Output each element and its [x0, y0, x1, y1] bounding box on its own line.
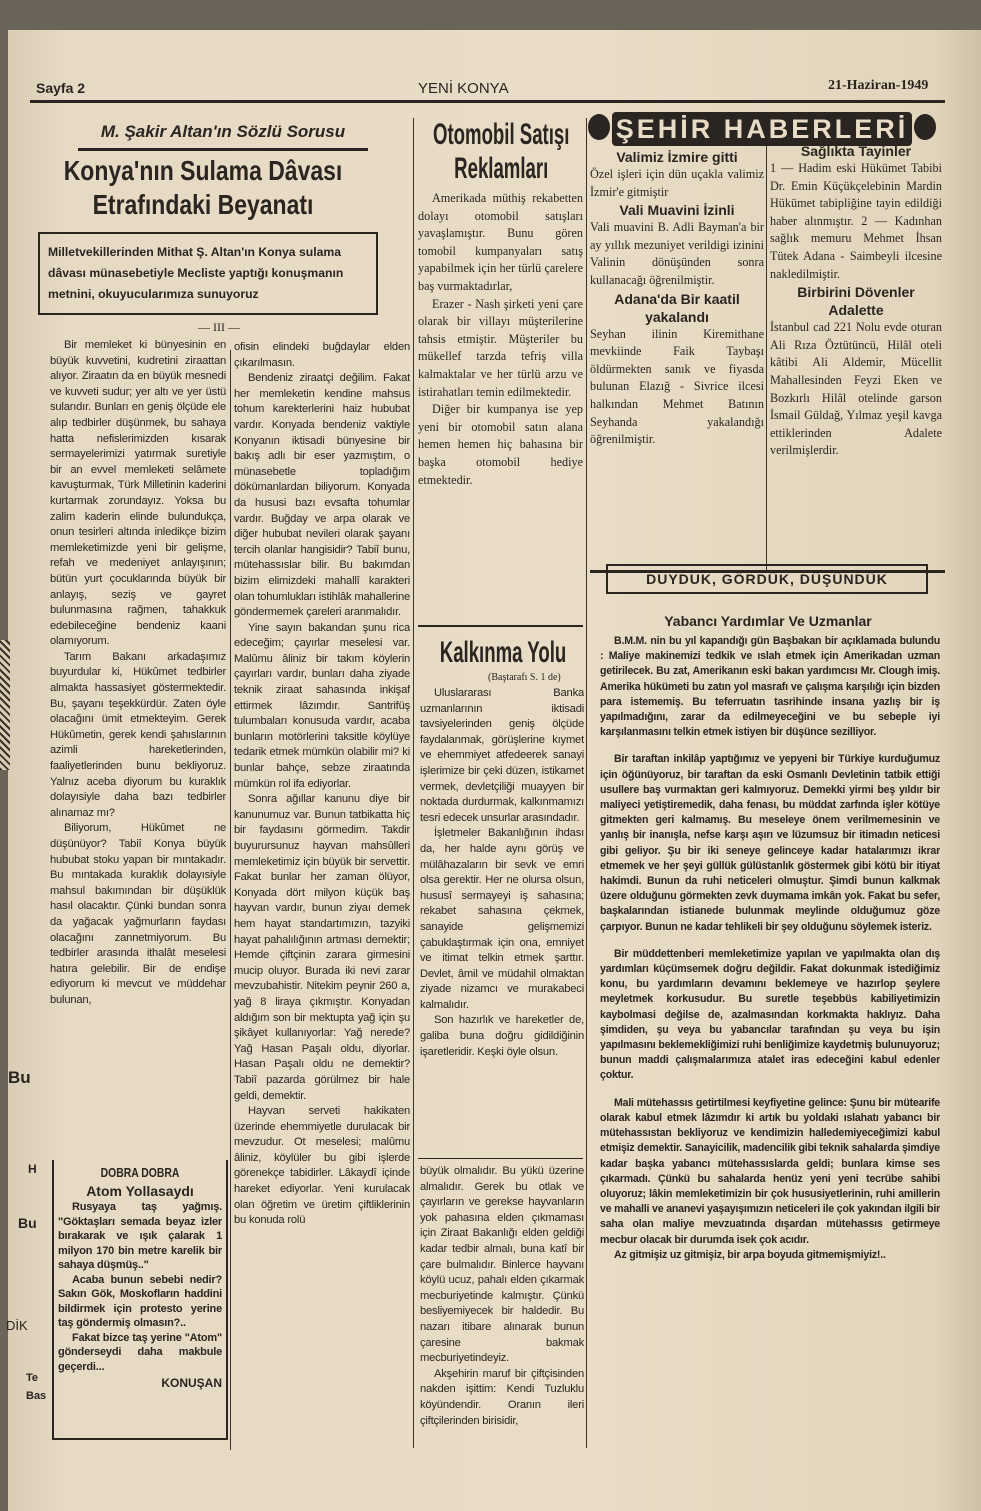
signature: KONUŞAN: [161, 1376, 222, 1390]
section-number: — III —: [198, 320, 240, 334]
margin-fragment: Bas: [26, 1390, 47, 1402]
city-news-col-2: [770, 142, 942, 567]
column-header: DUYDUK, GÖRDÜK, DÜŞÜNDÜK: [606, 564, 928, 594]
article-title: Kalkınma Yolu: [439, 636, 567, 669]
page-number: Sayfa 2: [36, 80, 86, 96]
article-lead-box: Milletvekillerinden Mithat Ş. Altan'ın Konya sulama dâvası münasebetiyle Mecliste yaptığı konuşmanın metnini, okuyucularımıza sunuyoruz: [38, 232, 378, 315]
news-title: Sağlıkta Tayinler: [800, 143, 912, 159]
news-text: Seyhan ilinin Kiremithane mevkiinde Faik Taybaşı öldürmekten sanık ve fiyasda bulunan Elazığ - Sivrice ilcesi halkından Mehmet Batının Seyhanda yakalandığı öğrenilmiştir.: [590, 326, 764, 447]
paragraph: ofisin elindeki buğdaylar elden çıkarılmasın.: [234, 341, 410, 369]
paragraph: Son hazırlık ve hareketler de, galiba buna doğru gidildiğinin işaretleridir. Keşki öyle olsun.: [420, 1014, 584, 1058]
column-divider: [230, 350, 231, 1450]
article-otomobil: [418, 190, 583, 620]
dobra-dobra-box: [52, 1160, 228, 1440]
news-text: Vali muavini B. Adli Bayman'a bir ay yıllık mezuniyet verildigi izinini Valinin dönüşünden sonra kullanacağı öğrenilmiştir.: [590, 220, 764, 287]
paragraph: Diğer bir kumpanya ise yep yeni bir otomobil satın alana hemen hemen hiç bahasına bir başka otomobil hediye etmektedir.: [418, 402, 583, 487]
banner-dot-right: [914, 114, 936, 140]
news-title: Valimiz İzmire gitti: [616, 149, 738, 165]
paragraph: Yine sayın bakandan şunu rica edeceğim; çayırlar meselesi var. Malûmu âliniz bir takım köylerin çayırları vardır, bunları daha ziyade teknik ziraat sahasında inkişaf ettirmek lâzımdır. Santrifüş tulumbaları konusuda vardır, acaba bunların motörlerini taksitle köylüye tedarik etmek mümkün olabilir mi? ki bunlar bahçe, sebze ziraatında mümkün rol ifa ediyorlar.: [234, 621, 410, 790]
paragraph: Bir memleket ki bünyesinin en büyük kuvvetini, kudretini ziraattan alıyor. Ziraatın da en büyük mesnedi ve kuvveti sudur; yer altı ve yer üstü sularıdır. Bunları en geniş ölçüde ele alıp tedbirler düşünmek, bu sahaya hatta nefislerimizden kısarak sermayelerimizi yatırmak suretiyle bir an evvel memleketi selâmete kavuşturmak, Türk Milletinin kaderini kurtarmak zorundayız. Yoksa bu zalim kaderin elinde bulundukça, onun tesirleri altında inledikçe bizim memleketimizde yeni bir gelişme, refah ve medeniyet anlayışının; bütün yurt çocuklarında büyük bir anlayış, seziş ve gayret bulunmasına rağmen, tahakkuk edebileceğine bendeniz kaani olamıyorum.: [50, 339, 226, 648]
paragraph: Acaba bunun sebebi nedir? Sakın Gök, Moskofların haddini bildirmek için protesto yerine taş göndermiş olmasın?..: [58, 1273, 222, 1329]
article-continuation: [420, 1164, 584, 1449]
divider: [418, 625, 583, 627]
article-kalkinma: [420, 686, 584, 1156]
paragraph: Sonra ağıllar kanunu diye bir kanunumuz var. Bunun tatbikatta hiç bir faydasını görmedim. Takdir buyurursunuz hayvan mahsûlleri memleketimiz için büyük bir servettir. Fakat bunlar her zaman ölüyor, Konyada dört milyon küçük baş hayvan vardır, bunun ziyaı demek hem hayat standartımızın, tazyiki hayat pahalılığının artması demektir; Hemde çiftçinin zarara girmesini mucip oluyor. Burada iki nevi zarar mevzubahistir. Nitekim peynir 260 a, yağ 8 liraya çıkmıştır. Konyadan aldığım son bir mektupta yağ için şu şikâyet kullanıyorlar: Yağ nerede? Yağ Hasan Paşalı oldu, diyorlar. Hasan Paşalı oldu ne demektir? Tabiî pazarda görülmez bir hale geldi, demektir.: [234, 793, 410, 1102]
city-news-col-1: [590, 148, 764, 573]
news-text: Özel işleri için dün uçakla valimiz İzmir'e gitmiştir: [590, 167, 764, 199]
news-text: 1 — Hadim eski Hükümet Tabibi Dr. Emin Küçükçelebinin Mardin Hükümet tabipliğine tayin edildiği haber alınmıştır. 2 — Kadınhan sağlık memuru Mehmet İhsan Tütek Adana - Saimbeyli ilcesine nakledilmiştir.: [770, 161, 942, 281]
paragraph: Bir müddettenberi memleketimize yapılan ve yapılmakta olan dış yardımları küçümsemek doğru değildir. Fakat dokunmak istediğimiz konu, bu yardımların devamını beklemeye ve hazırlop şeylere meyletmek korkusudur. Bu suretle teşebbüs kabiliyetimizin kaybolmasi değilse de, azalmasından korkmakta haklıyız. Daha şimdiden, şu veya bu yabancılar tarafından şu veya bu işin yapılmasını beklemekliğimizi ruhi benliğimize kaydetmiş bulunuyoruz; bunun maddi çalışmalarımıza atalet iras edeceğini kabul edenler çoktur.: [600, 947, 940, 1082]
column-body: [600, 634, 940, 1454]
article-column-1: [50, 338, 226, 1194]
article-title: Konya'nın Sulama Dâvası Etrafındaki Beyanatı: [63, 155, 343, 220]
newspaper-name: YENİ KONYA: [418, 80, 509, 97]
banner-dot-left: [588, 114, 610, 140]
margin-fragment: Te: [26, 1372, 39, 1384]
paragraph: Uluslararası Banka uzmanlarının iktisadi tavsiyelerinden geniş ölçüde faydalanmak, görüşlerine kıymet ve ehemmiyet atfedeerek sanayi işlerimize bir çeki düzen, istikamet vermek, devletçiliği muayyen bir noktada durdurmak, kalkınmamızı tesri edecek unsurlar arasındadır.: [420, 687, 584, 824]
paragraph: Hayvan serveti hakikaten üzerinde ehemmiyetle durulacak bir mevzudur. Ot meselesi; malûmu âliniz, köylüler bu gibi işlerde görenekçe tabidirler. Lâkaydî içinde hareket ediyorlar. Yeni kurulacak olan öğretim ve üretim çiftliklerinin bu konuda rolü: [234, 1105, 410, 1227]
column-title: Yabancı Yardımlar Ve Uzmanlar: [664, 613, 872, 629]
column-divider: [413, 118, 414, 1448]
ornament-strip: [0, 640, 10, 770]
news-text: İstanbul cad 221 Nolu evde oturan Ali Rıza Öztütüncü, Hilâl oteli kâtibi Ali Aldemir, Mücellit Mahallesinden Feyzi Eken ve Bozkırlı Hilâl otelinde garson İsmail Güldağ, Yılmaz yeşil kavga ettiklerinden Adalete verilmişlerdir.: [770, 320, 942, 458]
article-title: Otomobil Satışı Reklamları: [433, 118, 570, 185]
margin-fragment: DİK: [6, 1318, 28, 1333]
divider: [418, 1158, 583, 1159]
paragraph: Mali mütehassıs getirtilmesi keyfiyetine gelince: Şunu bir mütearife olarak kabul etmek lâzımdır ki artık bu yoldaki ıslahatı yabancı bir mütehassıstan bekliyoruz ve kendimizin halledemiyeceğimizi kabul etmişiz demektir. Sanayicilik, madencilik gibi teknik sahalarda şimdiye kadar başka yabancı mütehassıslarda geldi; bunlara kimse ses çıkarmadı. Çünkü bu sahalarda henüz yeni yeni tecrübe sahibi oluyoruz; lâkin memleketimizin bir çok hususiyetlerinin, ruhi amillerin ve mahalli ve ananevi yaşayışımızın neticeleri ile çok yakından ilgili bir saha olan maliye mevzuatında dışardan mütehassıs getirmeye mecbur olacak bir durumda isek çok acıdır.: [600, 1096, 940, 1246]
paragraph: Akşehirin maruf bir çiftçisinden nakden işittim: Kendi Tuzluklu köyündendir. Oranın ileri çiftçilerinden birisidir,: [420, 1367, 584, 1427]
paragraph: Fakat bizce taş yerine "Atom" gönderseydi daha makbule geçerdi...: [58, 1331, 222, 1373]
paragraph: Amerikada müthiş rekabetten dolayı otomobil satışları yavaşlamıştır. Bunu gören tomobil kumpanyaları satış yapabilmek için her türlü çarelere baş vurmaktadırlar,: [418, 191, 583, 293]
paragraph: Bir taraftan inkilâp yaptığımız ve yepyeni bir Türkiye kurduğumuz için öğünüyoruz, bir taraftan da eski Osmanlı Devletinin tatbik ettiği usullere baş vurmaktan geri kalmıyoruz. Demekki yirmi beş yıldır bir maliyeci yetiştiremedik, daha fenası, bu müddat zarfında işler kötüye gitmekten geri kalmamış. Bu meseleye önem verilmemesinin ve yanlış bir inanışla, nefse karşı aşırı ve lüzumsuz bir itimadın neticesi gibi geliyor. Şu bir iki seneye gelinceye kadar hatalarımızı ikrar etmemek ve her şeyi güllük gülüstanlık göstermek gibi kötü bir itiyat hakimdi. Bunun da ruhi neticeleri olmuştur. Şimdi bunun kalkmak üzere olduğunu görmekten zevk duymama imkân yok. Fakat bu sefer, başkalarından istianede bulunmak meylinde olduğumuz göze çarpıyor. Bunun ne kadar tehlikeli bir şey olduğunu söylemek isteriz.: [600, 753, 940, 933]
paragraph: büyük olmalıdır. Bu yükü üzerine almalıdır. Gerek bu otlak ve çayırların ve gerekse hayvanların yok pahasına elden çıkmaması için Ziraat Bakanlığı elden geldiği kadar tedbir almalı, buna katî bir çare bulmalıdır. Binlerce hayvanı köylü ucuz, pahalı elden çıkarmak mecburiyetinde kalmıştır. Çünkü besliyemiyecek bir haldedir. Bu nazarı itibare alınarak bunun çaresine bakmak mecburiyetindeyiz.: [420, 1165, 584, 1365]
article-kicker: M. Şakir Altan'ın Sözlü Sorusu: [100, 122, 346, 141]
column-divider: [766, 140, 767, 570]
paragraph: Tarım Bakanı arkadaşımız buyurdular ki, Hükûmet tedbirler almakta hassasiyet göstermektedir. Bu, şayanı teşekkürdür. Zaten öyle olacağını ümit etmekteyim. Gerek Hükûmetin, gerek kendi şahıslarının azimli hareketlerinden, faaliyetlerinden bunu bekliyoruz. Yalnız aceba diyorum bu kuraklık dolayısiyle daha bazı tedbirler alınamaz mı?: [50, 650, 226, 819]
paragraph: Biliyorum, Hükûmet ne düşünüyor? Tabiî Konya büyük hububat stoku yapan bir mıntakadır. Bu mıntakada kuraklık dolayısiyle mahsul bakımından bir düşüklük hasıl olacaktır. Çünki bundan sonra da yağacak yağmurların faydası olacağını zannetmiyorum. Bu tedbirler arasında ithalât meselesi hatıra gelebilir. Bir de endişe ediyorum ki mevcut ve müddehar bulunan,: [50, 822, 226, 1006]
paragraph: Rusyaya taş yağmış. "Göktaşları semada beyaz izler bırakarak ve ışık çalarak 1 milyon 170 bin metre karelik bir sahaya düşmüş..": [58, 1201, 222, 1271]
paragraph: Erazer - Nash şirketi yeni çare olarak bir villayı müşterilerine tahsis etmiştir. Müşteriler bu mükellef tarzda tefriş villa kalmaktalar ve her türlü arzu ve istirahatları temin edilmektedir.: [418, 296, 583, 399]
article-column-2: [234, 340, 410, 1445]
column-divider: [586, 118, 587, 1448]
continued-note: (Baştarafı S. 1 de): [488, 672, 561, 683]
paragraph: Bendeniz ziraatçi değilim. Fakat her memleketin kendine mahsus tohum karekterlerini haiz hububat vardır. Konyada bendeniz vaktiyle Konyanın iktisadi bünyesine bir bakış adlı bir eser yazmıştım, o münasebetle topladığım dökümanlardan biliyorum. Konyada da hususi bazı evsafta tohumlar vardır. Buğday ve arpa olarak ve diğer hububat nevileri olarak şayanı tercih olanlar hangisidir? Tabiî bunu, mütehassıslar bilir. Bu bakımdan bizim elimizdeki mahallî karakteri olan tohumlukları istihlâk mahallerine göndermemek çareleri aranmalıdır.: [234, 372, 410, 619]
masthead-rule: [30, 100, 945, 103]
margin-fragment: H: [28, 1162, 37, 1176]
city-news-banner: ŞEHİR HABERLERİ: [612, 112, 912, 146]
margin-fragment: Bu: [18, 1215, 37, 1231]
news-title: Adana'da Bir kaatil yakalandı: [614, 290, 740, 325]
paragraph: B.M.M. nin bu yıl kapandığı gün Başbakan bir açıklamada bulundu : Maliye makinemizi tedkik ve ıslah etmek için Amerikadan uzman getirilecek. Bu zat, Amerikanın eski bakan yardımcısı Mr. Clough imiş. Amerika hükümeti bu zatın yol masrafı ve çalışma karşılığı için bizden para istememiş. Bu teferruatın tasrihinde insana yazlış bir iş yapılmadığını, zarar da edilmeyeceğini ve bu sebeple iyi karşılanmasını telkin etmek istiyen bir düşünce sezilliyor.: [600, 635, 940, 739]
paragraph: İşletmeler Bakanlığının ihdası da, her halde aynı görüş ve mülâhazaların bir sevk ve emri olsa gerektir. Her ne olursa olsun, hususî sermayeyi iş sahasına; rekabet sahasına çekmek, sanayide gelişmemizi çabuklaştırmak için ona, emniyet ve itimat telkin etmek şarttır. Devlet, âmil ve müdahil olmaktan ziyade nizamcı ve murakabeci kalmalıdır.: [420, 827, 584, 1011]
issue-date: 21-Haziran-1949: [828, 78, 929, 93]
news-title: Vali Muavini İzinli: [619, 202, 735, 219]
newspaper-page: [8, 30, 981, 1511]
margin-fragment: Bu: [8, 1068, 31, 1087]
box-headline: Atom Yollasaydı: [86, 1183, 194, 1199]
news-title: Birbirini Dövenler Adalette: [797, 284, 915, 319]
box-header: DOBRA DOBRA: [100, 1165, 180, 1180]
divider: [78, 148, 368, 151]
paragraph: Az gitmişiz uz gitmişiz, bir arpa boyuda gitmemişmiyiz!..: [614, 1248, 886, 1261]
